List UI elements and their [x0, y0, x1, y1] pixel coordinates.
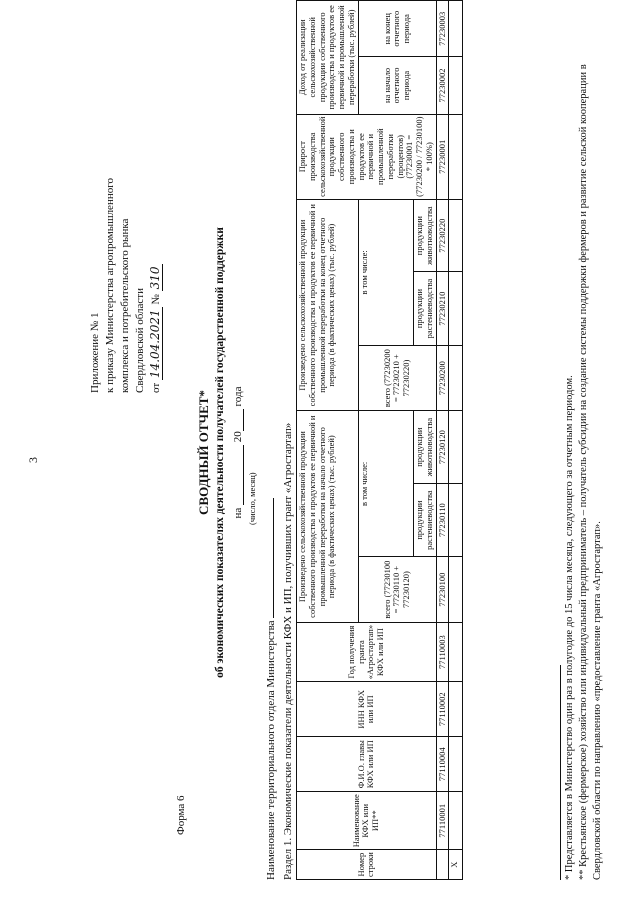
- col-crop-start: продукции растениеводства: [414, 483, 437, 557]
- code-cell: 77230002: [436, 57, 449, 114]
- appendix-date-line: [147, 18, 164, 393]
- page-number: 3: [26, 457, 40, 463]
- code-cell: 77110003: [436, 622, 449, 681]
- col-growth: Прирост производства сельскохозяйственной продукции собственного производства и продуктов ее первичной и промышленной переработки (процентов) (77230001 = (77230200 / 77230100) * 100%): [297, 114, 437, 199]
- blank-cell: [449, 737, 463, 792]
- date-prefix: от: [150, 382, 163, 393]
- col-name: Наименование КФХ или ИП**: [297, 792, 437, 850]
- code-cell: 77230110: [436, 483, 449, 557]
- report-title: СВОДНЫЙ ОТЧЕТ*: [196, 390, 211, 515]
- blank-cell: [449, 557, 463, 623]
- code-cell: 77230210: [436, 272, 449, 346]
- col-produced-end: Произведено сельскохозяйственной продукции собственного производства и продуктов ее первичной и промышленной переработки на конец отчетного периода (в фактических ценах) (тыс. рублей): [297, 199, 359, 411]
- code-cell: 77230100: [436, 557, 449, 623]
- col-row-number: Номер строки: [297, 850, 437, 880]
- blank-cell: [449, 411, 463, 483]
- appendix-block: [88, 18, 164, 393]
- blank-cell: [449, 114, 463, 199]
- blank-cell: [449, 199, 463, 271]
- col-including-end: в том числе:: [358, 199, 414, 345]
- code-cell: 77230220: [436, 199, 449, 271]
- blank-cell: [449, 682, 463, 737]
- organization-blank: [262, 498, 274, 618]
- handwritten-number: 310: [148, 266, 163, 290]
- col-crop-end: продукции растениеводства: [414, 272, 437, 346]
- code-cell: 77110004: [436, 737, 449, 792]
- blank-cell: [449, 272, 463, 346]
- section-title: Раздел 1. Экономические показатели деятельности КФХ и ИП, получивших грант «Агростартап»: [282, 422, 294, 880]
- col-livestock-start: продукции животноводства: [414, 411, 437, 483]
- blank-cell: [449, 1, 463, 57]
- footnotes: [560, 10, 606, 880]
- col-total-end: всего (77230200 = 77230210 + 77230220): [358, 345, 436, 411]
- report-table: [296, 0, 463, 880]
- code-cell: 77230003: [436, 1, 449, 57]
- appendix-line-4: Свердловской области: [133, 288, 146, 393]
- code-cell: 77110002: [436, 682, 449, 737]
- year-prefix: 20: [232, 431, 244, 443]
- organization-line: [262, 498, 277, 880]
- col-livestock-end: продукции животноводства: [414, 199, 437, 271]
- appendix-line-1: Приложение № 1: [89, 312, 101, 393]
- period-prefix: на: [232, 507, 244, 519]
- code-cell: 77230120: [436, 411, 449, 483]
- footnote-1: * Представляется в Министерство один раз в полугодие до 15 числа месяца, следующего за отчетным периодом.: [564, 375, 575, 880]
- blank-cell: [449, 345, 463, 411]
- handwritten-date: 14.04.2021: [148, 309, 163, 379]
- col-income-start: на начало отчетного периода: [358, 57, 436, 114]
- footnote-rule: [560, 665, 561, 880]
- col-inn: ИНН КФХ или ИП: [297, 682, 437, 737]
- col-income: Доход от реализации сельскохозяйственной продукции собственного производства и продуктов ее первичной и промышленной переработки (тыс. рублей): [297, 1, 359, 115]
- appendix-line-3: комплекса и потребительского рынка: [118, 218, 131, 393]
- blank-cell: [449, 622, 463, 681]
- blank-cell: [449, 483, 463, 557]
- col-grant-year: Год получения гранта «Агростартап» КФХ или ИП: [297, 622, 437, 681]
- total-row-label: Х: [449, 850, 463, 880]
- number-prefix: №: [150, 294, 163, 305]
- footnote-2: ** Крестьянское (фермерское) хозяйство или индивидуальный предприниматель – получатель субсидии на создание системы поддержки фермеров и развитие сельской кооперации в Свердловской области по направлению «предоставление гранта «Агростартап».: [578, 64, 604, 880]
- col-including-start: в том числе:: [358, 411, 414, 557]
- code-cell: 77230200: [436, 345, 449, 411]
- year-blank: [232, 409, 244, 431]
- appendix-line-2: к приказу Министерства агропромышленного: [103, 178, 116, 393]
- date-blank: [232, 445, 244, 505]
- codes-row: [436, 1, 449, 880]
- col-produced-start: Произведено сельскохозяйственной продукции собственного производства и продуктов ее первичной и промышленной переработки на начало отчетного периода (в фактических ценах) (тыс. рублей): [297, 411, 359, 622]
- col-head-name: Ф.И.О. главы КФХ или ИП: [297, 737, 437, 792]
- total-row: [449, 1, 463, 880]
- code-cell-empty: [436, 850, 449, 880]
- organization-label: Наименование территориального отдела Министерства: [265, 620, 277, 880]
- blank-cell: [449, 792, 463, 850]
- period-note: (число, месяц): [247, 472, 257, 525]
- code-cell: 77110001: [436, 792, 449, 850]
- period-line: [232, 0, 244, 905]
- col-income-end: на конец отчетного периода: [358, 1, 436, 57]
- report-subtitle: об экономических показателях деятельности получателей государственной поддержки: [214, 227, 226, 678]
- col-total-start: всего (77230100 = 77230110 + 77230120): [358, 557, 436, 623]
- year-suffix: года: [232, 386, 244, 407]
- blank-cell: [449, 57, 463, 114]
- form-label: Форма 6: [175, 795, 187, 835]
- code-cell: 77230001: [436, 114, 449, 199]
